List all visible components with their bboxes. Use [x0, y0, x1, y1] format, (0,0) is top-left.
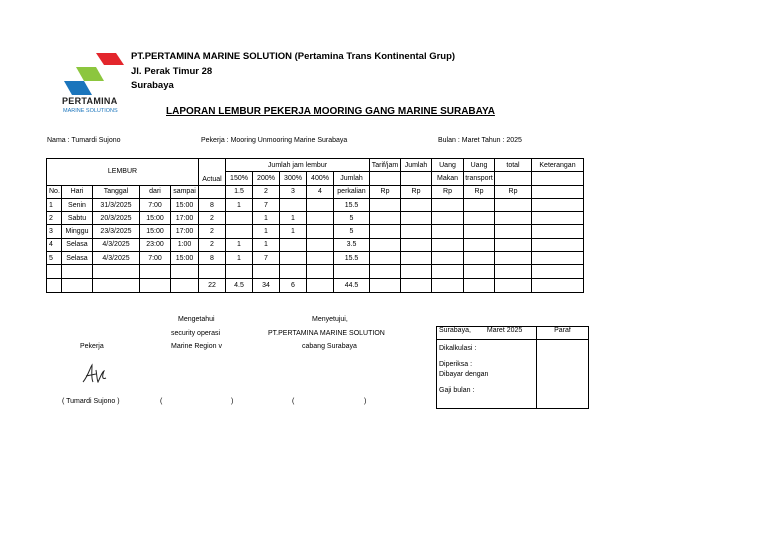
cell-h200: 1: [253, 238, 280, 251]
cell-tanggal: 20/3/2025: [93, 212, 140, 225]
company-logo: [60, 51, 128, 119]
pekerja-label: Pekerja: [80, 343, 104, 350]
header-mult-2: 2: [253, 185, 280, 198]
cell-dari: 7:00: [140, 252, 171, 265]
header-hari: Hari: [62, 185, 93, 198]
cell-sampai: 15:00: [171, 252, 199, 265]
header-total: total: [495, 159, 532, 172]
total-300: 6: [280, 278, 307, 292]
cell-jumlah: 15.5: [334, 252, 370, 265]
cell-actual: 2: [199, 225, 226, 238]
cell-h300: [280, 198, 307, 211]
box-dibayar: Dibayar dengan: [439, 371, 489, 378]
company-name: PT.PERTAMINA MARINE SOLUTION (Pertamina Trans Kontinental Grup): [131, 51, 456, 62]
cell-h200: 1: [253, 225, 280, 238]
cell-jumlah: 5: [334, 225, 370, 238]
header-rp-jumlah: Rp: [401, 185, 432, 198]
cell-actual: 8: [199, 252, 226, 265]
box-dikalkulasi: Dikalkulasi :: [439, 345, 477, 352]
header-actual: Actual: [199, 159, 226, 186]
cell-actual: 2: [199, 238, 226, 251]
paren-open-1: (: [160, 398, 163, 405]
header-pct-200: 200%: [253, 172, 280, 185]
cell-h300: [280, 252, 307, 265]
info-bulan: Bulan : Maret Tahun : 2025: [438, 137, 522, 144]
header-uang-makan: Uang: [432, 159, 464, 172]
mengetahui-label: Mengetahui: [178, 316, 215, 323]
total-actual: 22: [199, 278, 226, 292]
cell-no: 3: [47, 225, 62, 238]
cell-dari: 23:00: [140, 238, 171, 251]
box-bulan: Maret 2025: [486, 327, 523, 334]
cell-tanggal: 4/3/2025: [93, 252, 140, 265]
nama-pekerja: ( Tumardi Sujono ): [62, 398, 120, 405]
company-address: Jl. Perak Timur 28: [131, 66, 213, 77]
header-tanggal: Tanggal: [93, 185, 140, 198]
header-jumlah-jam: Jumlah jam lembur: [226, 159, 370, 172]
overtime-table: [46, 158, 584, 293]
pertamina-logo-icon: [60, 51, 128, 99]
cell-actual: 2: [199, 212, 226, 225]
header-tarif: Tarif/jam: [370, 159, 401, 172]
cell-h400: [307, 238, 334, 251]
header-rp-makan: Rp: [432, 185, 464, 198]
total-400: [307, 278, 334, 292]
cell-sampai: 17:00: [171, 212, 199, 225]
header-transport: transport: [464, 172, 495, 185]
paren-close-1: ): [231, 398, 234, 405]
cell-h150: [226, 212, 253, 225]
cell-sampai: 15:00: [171, 198, 199, 211]
header-dari: dari: [140, 185, 171, 198]
table-row: [47, 252, 584, 265]
info-nama: Nama : Tumardi Sujono: [47, 137, 121, 144]
box-surabaya: Surabaya,: [439, 327, 471, 334]
box-paraf: Paraf: [537, 327, 589, 340]
header-rp-transport: Rp: [464, 185, 495, 198]
cabang-label: cabang Surabaya: [302, 343, 357, 350]
pt-label: PT.PERTAMINA MARINE SOLUTION: [268, 330, 385, 337]
header-lembur: LEMBUR: [47, 159, 199, 186]
cell-tanggal: 4/3/2025: [93, 238, 140, 251]
box-gaji: Gaji bulan :: [439, 387, 475, 394]
menyetujui-label: Menyetujui,: [312, 316, 348, 323]
cell-jumlah: 3.5: [334, 238, 370, 251]
cell-tanggal: 23/3/2025: [93, 225, 140, 238]
cell-h150: 1: [226, 252, 253, 265]
cell-dari: 7:00: [140, 198, 171, 211]
header-rp-tarif: Rp: [370, 185, 401, 198]
cell-sampai: 1:00: [171, 238, 199, 251]
cell-h300: 1: [280, 212, 307, 225]
table-row: [47, 212, 584, 225]
header-pct-400: 400%: [307, 172, 334, 185]
cell-h400: [307, 198, 334, 211]
cell-actual: 8: [199, 198, 226, 211]
approval-box: [436, 326, 589, 409]
cell-dari: 15:00: [140, 212, 171, 225]
security-label: security operasi: [171, 330, 221, 337]
logo-subtext: MARINE SOLUTIONS: [63, 108, 118, 114]
cell-tanggal: 31/3/2025: [93, 198, 140, 211]
region-label: Marine Region v: [171, 343, 222, 350]
cell-h400: [307, 252, 334, 265]
cell-hari: Minggu: [62, 225, 93, 238]
header-mult-3: 3: [280, 185, 307, 198]
company-city: Surabaya: [131, 80, 174, 91]
cell-h400: [307, 212, 334, 225]
cell-no: 2: [47, 212, 62, 225]
header-jumlah: Jumlah: [334, 172, 370, 185]
cell-hari: Selasa: [62, 252, 93, 265]
header-jumlah2: Jumlah: [401, 159, 432, 172]
header-no: No.: [47, 185, 62, 198]
header-mult-4: 4: [307, 185, 334, 198]
cell-h200: 7: [253, 252, 280, 265]
cell-dari: 15:00: [140, 225, 171, 238]
cell-hari: Sabtu: [62, 212, 93, 225]
header-rp-total: Rp: [495, 185, 532, 198]
cell-sampai: 17:00: [171, 225, 199, 238]
header-uang-transport: Uang: [464, 159, 495, 172]
cell-jumlah: 15.5: [334, 198, 370, 211]
cell-h150: [226, 225, 253, 238]
header-pct-150: 150%: [226, 172, 253, 185]
total-200: 34: [253, 278, 280, 292]
cell-h300: [280, 238, 307, 251]
totals-row: [47, 278, 584, 292]
report-title: LAPORAN LEMBUR PEKERJA MOORING GANG MARINE SURABAYA: [166, 106, 495, 117]
paren-close-2: ): [364, 398, 367, 405]
cell-h200: 1: [253, 212, 280, 225]
cell-no: 4: [47, 238, 62, 251]
cell-hari: Senin: [62, 198, 93, 211]
signature-mark: [80, 362, 108, 386]
cell-h150: 1: [226, 238, 253, 251]
header-makan: Makan: [432, 172, 464, 185]
header-keterangan: Keterangan: [532, 159, 584, 172]
header-mult-1: 1.5: [226, 185, 253, 198]
header-pct-300: 300%: [280, 172, 307, 185]
header-sampai: sampai: [171, 185, 199, 198]
cell-h200: 7: [253, 198, 280, 211]
table-row: [47, 198, 584, 211]
cell-h150: 1: [226, 198, 253, 211]
logo-text: PERTAMINA: [62, 96, 118, 106]
cell-no: 1: [47, 198, 62, 211]
table-row: [47, 225, 584, 238]
total-150: 4.5: [226, 278, 253, 292]
paren-open-2: (: [292, 398, 295, 405]
cell-h300: 1: [280, 225, 307, 238]
table-row: [47, 238, 584, 251]
cell-no: 5: [47, 252, 62, 265]
cell-h400: [307, 225, 334, 238]
header-perkalian: perkalian: [334, 185, 370, 198]
cell-hari: Selasa: [62, 238, 93, 251]
cell-jumlah: 5: [334, 212, 370, 225]
total-jumlah: 44.5: [334, 278, 370, 292]
info-pekerja: Pekerja : Mooring Unmooring Marine Surabaya: [201, 137, 348, 144]
box-diperiksa: Diperiksa :: [439, 361, 473, 368]
